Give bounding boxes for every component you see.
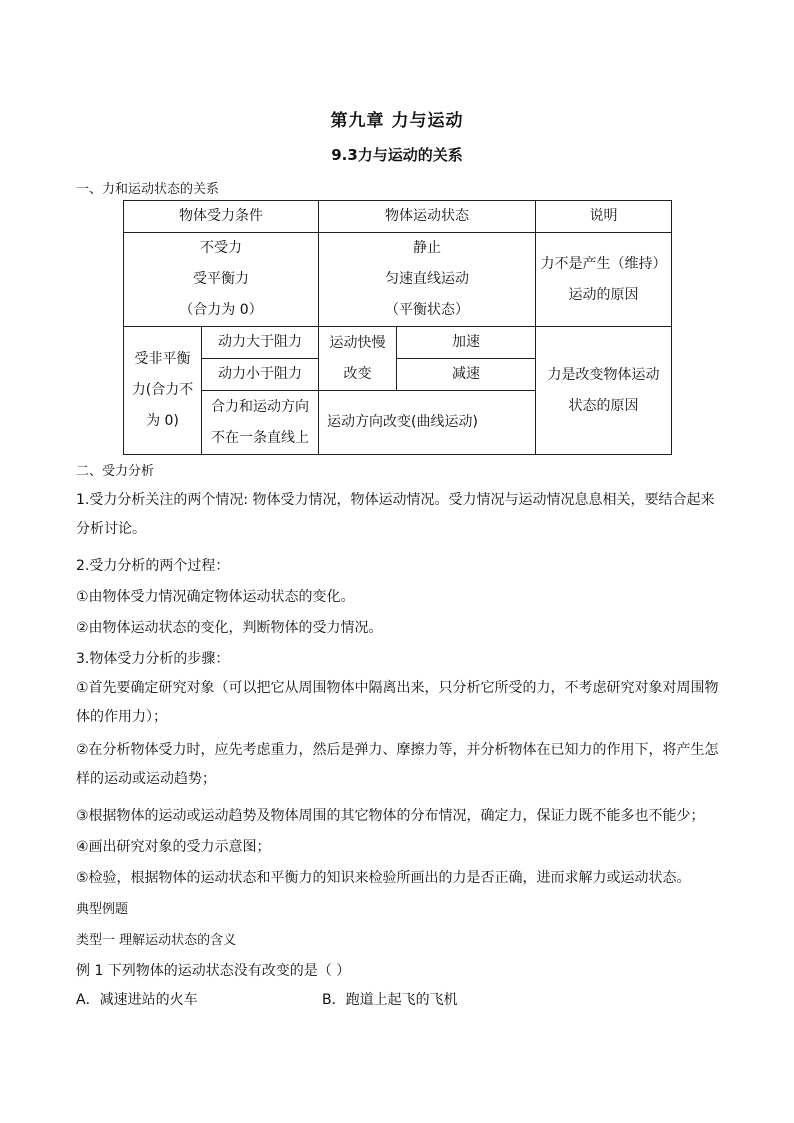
balanced-note-cell xyxy=(536,233,672,327)
example-1: 例 1 下列物体的运动状态没有改变的是（ ） xyxy=(76,963,351,979)
cell-line: 为 0) xyxy=(146,413,179,429)
balanced-condition-cell xyxy=(124,233,319,327)
table-row xyxy=(124,233,672,327)
cell-line: （平衡状态） xyxy=(385,302,469,318)
paragraph-2b: ②由物体运动状态的变化，判断物体的受力情况。 xyxy=(76,620,383,636)
cell-line: 匀速直线运动 xyxy=(385,271,469,287)
chapter-title: 第九章 力与运动 xyxy=(330,111,464,131)
option-a: A．减速进站的火车 xyxy=(76,992,198,1008)
cell-line: 不受力 xyxy=(200,240,242,256)
cell-line: 运动快慢 xyxy=(329,334,386,351)
cell-line: 静止 xyxy=(413,240,441,256)
decelerate-cell: 减速 xyxy=(397,359,536,391)
table-row xyxy=(124,327,672,359)
paragraph-1: 1.受力分析关注的两个情况: 物体受力情况，物体运动情况。受力情况与运动情况息息相关，要结合起来分析讨论。 xyxy=(76,492,715,537)
examples-heading: 典型例题 xyxy=(76,902,129,917)
cell-line: 受非平衡 xyxy=(134,351,191,367)
step-1: ①首先要确定研究对象（可以把它从周围物体中隔离出来，只分析它所受的力，不考虑研究对象对周围物体的作用力）； xyxy=(76,680,719,725)
step-3: ③根据物体的运动或运动趋势及物体周围的其它物体的分布情况，确定力，保证力既不能多也不能少； xyxy=(76,808,705,824)
cell-line: 力(合力不 xyxy=(131,382,194,398)
header-condition: 物体受力条件 xyxy=(124,201,319,233)
force-motion-table xyxy=(123,200,672,455)
header-state: 物体运动状态 xyxy=(319,201,536,233)
step-4: ④画出研究对象的受力示意图； xyxy=(76,839,271,855)
power-less-cell: 动力小于阻力 xyxy=(202,359,319,391)
paragraph-3: 3.物体受力分析的步骤： xyxy=(76,651,230,667)
type1-heading: 类型一 理解运动状态的含义 xyxy=(76,933,237,948)
power-greater-cell: 动力大于阻力 xyxy=(202,327,319,359)
step-5: ⑤检验，根据物体的运动状态和平衡力的知识来检验所画出的力是否正确，进而求解力或运动状态。 xyxy=(76,870,691,886)
unbalanced-note-cell xyxy=(536,327,672,455)
cell-line: （合力为 0） xyxy=(179,302,263,318)
step-2: ②在分析物体受力时，应先考虑重力，然后是弹力、摩擦力等，并分析物体在已知力的作用下，将产生怎样的运动或运动趋势； xyxy=(76,742,719,787)
section-title: 9.3力与运动的关系 xyxy=(331,146,463,164)
paragraph-2a: ①由物体受力情况确定物体运动状态的变化。 xyxy=(76,589,355,605)
direction-change-cell: 运动方向改变(曲线运动) xyxy=(319,391,536,455)
cell-line: 状态的原因 xyxy=(568,397,639,414)
part2-heading: 二、受力分析 xyxy=(76,464,155,479)
cell-line: 不在一条直线上 xyxy=(211,429,309,446)
accelerate-cell: 加速 xyxy=(397,327,536,359)
table-header-row xyxy=(124,201,672,233)
header-note: 说明 xyxy=(536,201,672,233)
option-b: B．跑道上起飞的飞机 xyxy=(322,992,458,1008)
direction-condition-cell xyxy=(202,391,319,455)
cell-line: 合力和运动方向 xyxy=(211,398,309,415)
balanced-state-cell xyxy=(319,233,536,327)
cell-line: 力不是产生（维持） xyxy=(540,255,667,272)
cell-line: 力是改变物体运动 xyxy=(547,366,660,383)
paragraph-2: 2.受力分析的两个过程： xyxy=(76,558,230,574)
cell-line: 改变 xyxy=(343,365,372,382)
cell-line: 运动的原因 xyxy=(568,286,639,303)
part1-heading: 一、力和运动状态的关系 xyxy=(76,182,220,197)
speed-change-cell xyxy=(319,327,397,391)
unbalanced-force-cell xyxy=(124,327,202,455)
cell-line: 受平衡力 xyxy=(193,271,249,287)
